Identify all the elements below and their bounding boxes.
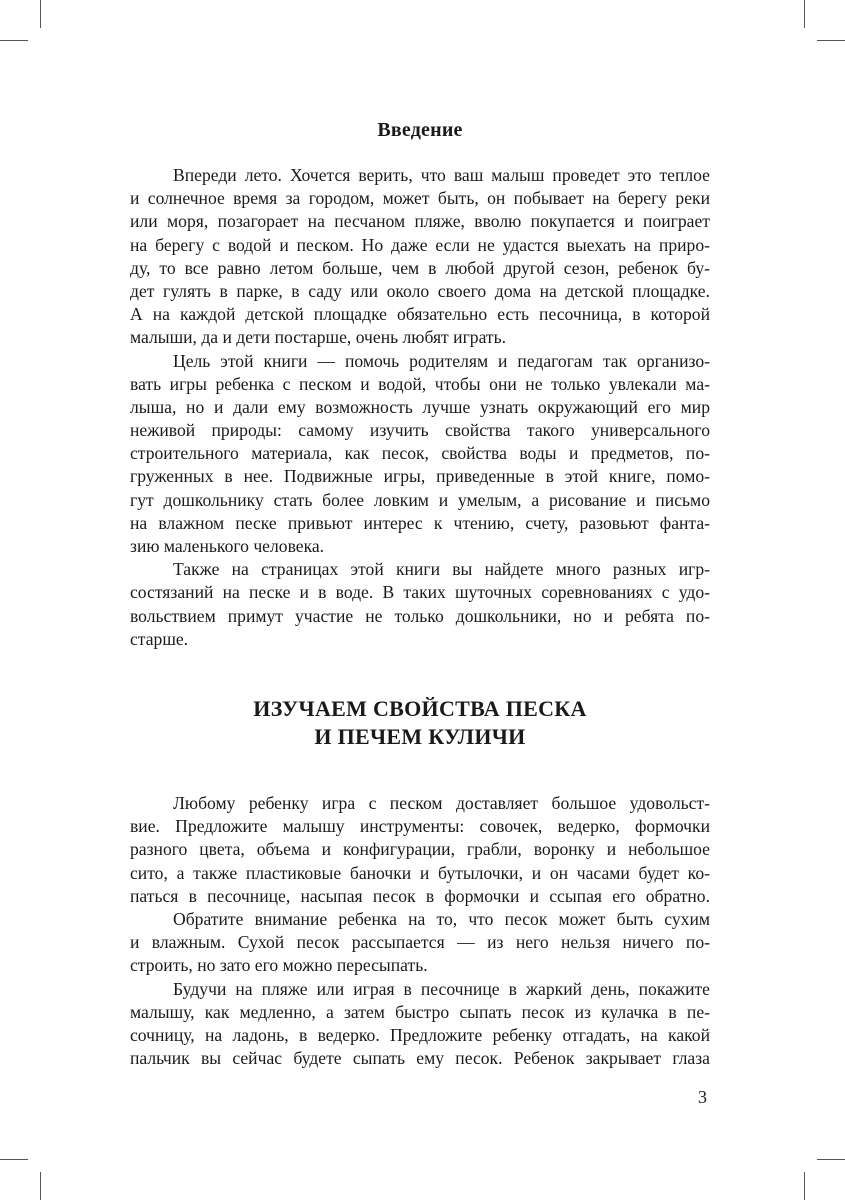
text-line: зию маленького человека. [130,536,325,556]
text-line: Обратите внимание ребенка на то, что песок может быть сухим [173,908,710,929]
text-line: на берегу с водой и песком. Но даже если не удастся выехать на приро- [130,234,710,255]
text-line: старше. [130,628,189,649]
paragraph [130,164,710,350]
text-line: вольствием примут участие не только дошкольники, но и ребята по- [130,605,710,626]
paragraph [130,792,710,908]
page-number: 3 [698,1087,707,1107]
paragraph [130,978,710,1071]
text-line: строить, но зато его можно пересыпать. [130,955,428,976]
text-line: Цель этой книги — помочь родителям и педагогам так организо- [173,350,710,371]
text-line: вие. Предложите малышу инструменты: совочек, ведерко, формочки [130,816,710,837]
text-line: малышу, как медленно, а затем быстро сыпать песок из кулачка в пе- [130,1001,710,1022]
text-line: лыша, но и дали ему возможность лучше узнать окружающий его мир [130,396,710,417]
text-line: и влажным. Сухой песок рассыпается — из него нельзя ничего по- [130,932,710,953]
text-line: А на каждой детской площадке обязательно есть песочница, в которой [130,304,710,325]
paragraph [130,558,710,651]
chapter-heading-line: И ПЕЧЕМ КУЛИЧИ [314,724,526,749]
text-line: Впереди лето. Хочется верить, что ваш малыш проведет это теплое [173,165,710,185]
crop-mark-top-left-vertical [40,0,41,28]
text-line: состязаний на песке и в воде. В таких шуточных соревнованиях с удо- [130,582,710,603]
text-line: разного цвета, объема и конфигурации, грабли, воронку и небольшое [130,839,710,860]
text-line: Также на страницах этой книги вы найдете много разных игр- [173,559,710,580]
crop-mark-bottom-right-vertical [804,1172,805,1200]
text-line: гут дошкольнику стать более ловким и умелым, а рисование и письмо [130,489,710,510]
section-heading-introduction: Введение [377,119,463,141]
text-line: или моря, позагорает на песчаном пляже, вволю покупается и поиграет [130,211,710,232]
text-line: вать игры ребенка с песком и водой, чтобы они не только увлекали ма- [130,373,710,394]
chapter-heading-line: ИЗУЧАЕМ СВОЙСТВА ПЕСКА [253,696,587,721]
text-line: и солнечное время за городом, может быть, он побывает на берегу реки [130,188,710,209]
text-line: неживой природы: самому изучить свойства такого универсального [130,420,710,441]
paragraph [130,350,710,559]
text-line: паться в песочнице, насыпая песок в формочки и ссыпая его обратно. [130,885,710,906]
crop-mark-bottom-right-horizontal [817,1159,845,1160]
text-line: сито, а также пластиковые баночки и бутылочки, и он часами будет ко- [130,862,710,883]
text-line: на влажном песке привьют интерес к чтению, счету, разовьют фанта- [130,512,710,533]
text-line: дет гулять в парке, в саду или около своего дома на детской площадке. [130,280,710,301]
text-line: пальчик вы сейчас будете сыпать ему песок. Ребенок закрывает глаза [130,1048,710,1069]
crop-mark-bottom-left-vertical [40,1172,41,1200]
chapter-heading [130,695,710,751]
paragraph [130,908,710,978]
text-line: малыши, да и дети постарше, очень любят играть. [130,327,507,348]
introduction-text [130,164,710,651]
text-line: сочницу, на ладонь, в ведерко. Предложите ребенку отгадать, на какой [130,1024,710,1045]
text-line: строительного материала, как песок, свойства воды и предметов, по- [130,443,710,464]
crop-mark-top-right-vertical [804,0,805,28]
crop-mark-top-right-horizontal [817,40,845,41]
crop-mark-top-left-horizontal [0,40,28,41]
text-line: Любому ребенку игра с песком доставляет большое удовольст- [173,793,710,813]
chapter-text [130,792,710,1070]
crop-mark-bottom-left-horizontal [0,1159,28,1160]
text-line: Будучи на пляже или играя в песочнице в жаркий день, покажите [173,978,710,999]
text-line: ду, то все равно летом больше, чем в любой другой сезон, ребенок бу- [130,257,710,278]
book-page [130,0,710,1200]
text-line: груженных в нее. Подвижные игры, приведенные в этой книге, помо- [130,466,710,487]
